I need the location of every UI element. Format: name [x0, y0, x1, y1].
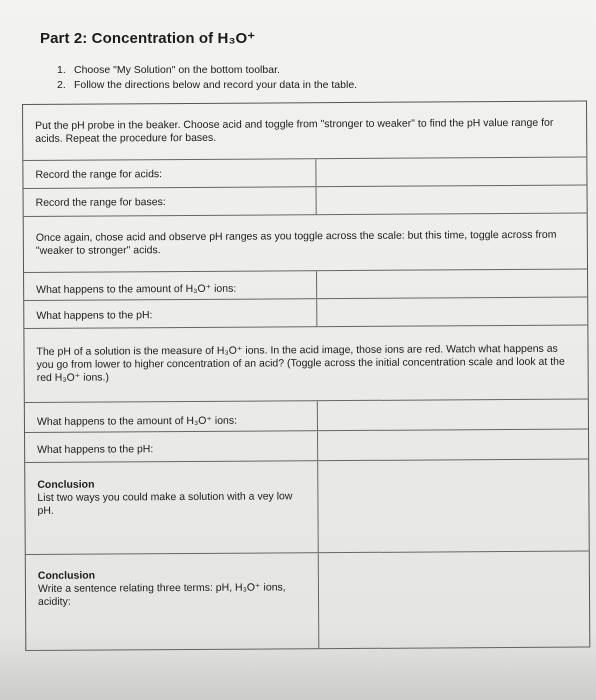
table-row-intro-toggle — [24, 214, 587, 273]
intro-text-concentration: The pH of a solution is the measure of H₃O⁺ ions. In the acid image, those ions are red. Watch what happens as you go from lower to higher concentration of an acid? (Toggle across the initial concentration scale and look at the red H₃O⁺ ions.) — [36, 342, 565, 384]
page-title: Part 2: Concentration of H₃O⁺ — [40, 30, 256, 47]
intro-text-ph-range: Put the pH probe in the beaker. Choose acid and toggle from "stronger to weaker" to find the pH value range for acids. Repeat the procedure for bases. — [35, 116, 554, 145]
table-row-intro-ph-range — [23, 102, 586, 161]
intro-text-toggle: Once again, chose acid and observe pH ranges as you toggle across the scale: but this time, toggle across from "weaker to stronger" acids. — [35, 228, 557, 257]
conclusion-1-text: List two ways you could make a solution with a vey low pH. — [37, 490, 293, 517]
table-row-ph-1 — [24, 298, 587, 329]
instruction-text: Follow the directions below and record your data in the table. — [74, 79, 358, 91]
instruction-number: 1. — [57, 64, 66, 76]
answer-cell-ions-amount-1[interactable] — [317, 270, 587, 299]
conclusion-2-title: Conclusion — [37, 569, 96, 582]
table-row-ions-amount-2 — [25, 400, 588, 433]
table-row-intro-concentration — [24, 326, 587, 403]
answer-cell-range-acids[interactable] — [316, 158, 586, 187]
conclusion-1-title: Conclusion — [37, 478, 95, 491]
label-ph-1: What happens to the pH: — [24, 299, 317, 328]
table-row-conclusion-1 — [25, 460, 589, 555]
label-ions-amount-1: What happens to the amount of H₃O⁺ ions: — [24, 271, 317, 300]
conclusion-2-text: Write a sentence relating three terms: pH, H₃O⁺ ions, acidity: — [37, 581, 286, 608]
instruction-item — [57, 78, 357, 93]
label-ph-2: What happens to the pH: — [25, 431, 318, 462]
answer-cell-conclusion-1[interactable] — [318, 460, 589, 553]
label-range-acids: Record the range for acids: — [23, 159, 316, 188]
answer-cell-ph-2[interactable] — [318, 430, 588, 461]
data-table — [22, 101, 590, 651]
answer-cell-ions-amount-2[interactable] — [318, 400, 588, 431]
table-row-ph-2 — [25, 430, 588, 463]
answer-cell-range-bases[interactable] — [317, 186, 587, 215]
answer-cell-conclusion-2[interactable] — [319, 552, 590, 649]
label-ions-amount-2: What happens to the amount of H₃O⁺ ions: — [25, 401, 318, 432]
instruction-number: 2. — [57, 79, 66, 91]
instruction-text: Choose "My Solution" on the bottom toolbar. — [74, 64, 280, 76]
table-row-acid-range — [23, 158, 586, 189]
conclusion-1-prompt — [25, 461, 319, 554]
conclusion-2-prompt — [26, 553, 320, 650]
answer-cell-ph-1[interactable] — [317, 298, 587, 327]
table-row-base-range — [24, 186, 587, 217]
instruction-item — [57, 63, 357, 78]
instruction-list — [57, 63, 357, 93]
table-row-conclusion-2 — [26, 552, 590, 651]
table-row-ions-amount-1 — [24, 270, 587, 301]
label-range-bases: Record the range for bases: — [24, 187, 317, 216]
